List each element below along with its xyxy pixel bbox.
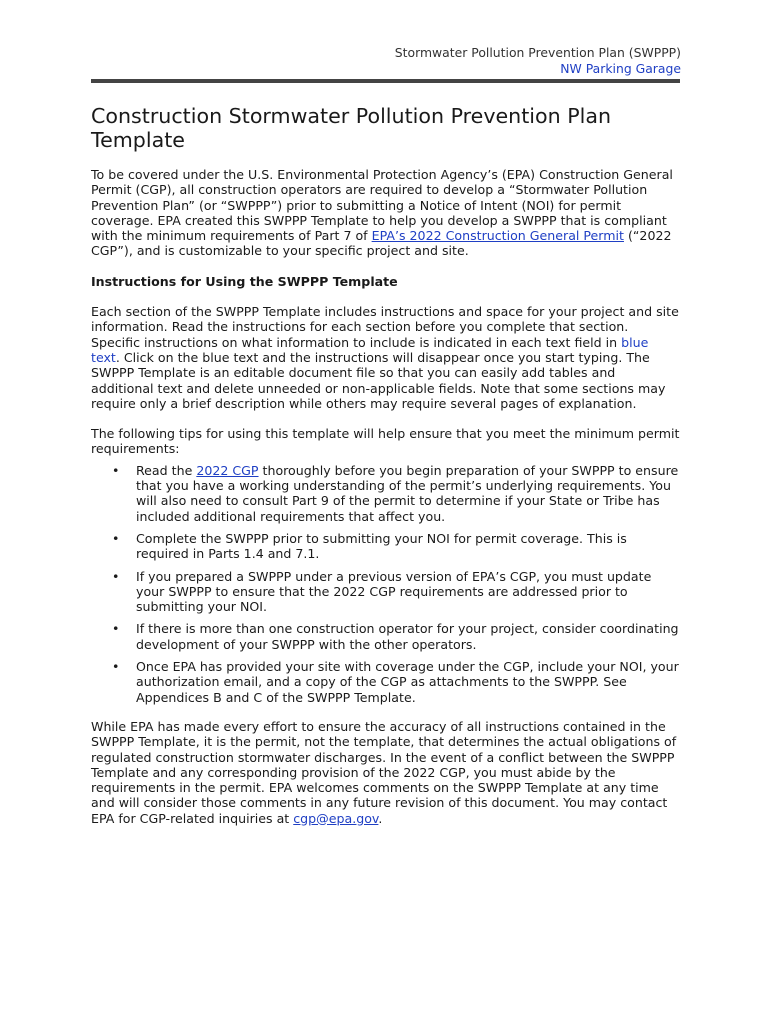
instructions-text-2: . Click on the blue text and the instructions will disappear once you start typing. The SWPPP Template is an editable document file so that you can easily add tables and additional text and delete unneeded or non-applicable fields. Note that some sections may require only a brief description while others may require several pages of explanation. [91, 349, 666, 411]
tips-intro-paragraph: The following tips for using this template will help ensure that you meet the minimum permit requirements: [91, 426, 680, 457]
tip-4-text: If there is more than one construction operator for your project, consider coordinating development of your SWPPP with the other operators. [136, 621, 679, 652]
bullet-icon: • [112, 530, 120, 546]
tip-1-text-1: Read the [136, 462, 197, 478]
intro-paragraph [91, 167, 681, 259]
instructions-text-1: Each section of the SWPPP Template includes instructions and space for your project and site information. Read the instructions for each section before you complete that section. Specific instructions on what information to include is indicated in each text field in [91, 304, 679, 350]
closing-paragraph [91, 719, 681, 826]
closing-text-2: . [378, 810, 383, 826]
contact-email-link[interactable]: cgp@epa.gov [293, 810, 379, 826]
list-item [91, 569, 681, 615]
tips-list [91, 463, 681, 705]
document-body [91, 167, 681, 826]
tip-1-text-2: thoroughly before you begin preparation of your SWPPP to ensure that you have a working understanding of the permit’s underlying requirements. You will also need to consult Part 9 of the permit to determine if your State or Tribe has included additional requirements that affect you. [136, 462, 679, 524]
cgp-link[interactable]: 2022 CGP [196, 462, 259, 478]
bullet-icon: • [112, 462, 120, 478]
running-header [395, 45, 681, 77]
list-item [91, 531, 681, 562]
header-project-name[interactable]: NW Parking Garage [560, 61, 681, 76]
bullet-icon: • [112, 568, 120, 584]
blue-text-example: blue text [91, 334, 649, 365]
instructions-paragraph [91, 304, 681, 411]
instructions-heading: Instructions for Using the SWPPP Template [91, 273, 398, 289]
tip-5-text: Once EPA has provided your site with coverage under the CGP, include your NOI, your authorization email, and a copy of the CGP as attachments to the SWPPP. See Appendices B and C of the SWPPP Template. [136, 659, 679, 705]
bullet-icon: • [112, 659, 120, 675]
tip-3-text: If you prepared a SWPPP under a previous version of EPA’s CGP, you must update your SWPPP to ensure that the 2022 CGP requirements are addressed prior to submitting your NOI. [136, 568, 652, 615]
list-item [91, 659, 681, 705]
list-item [91, 463, 681, 524]
header-rule [91, 79, 680, 83]
intro-text-1: To be covered under the U.S. Environmental Protection Agency’s (EPA) Construction General Permit (CGP), all construction operators are required to develop a “Stormwater Pollution Prevention Plan” (or “SWPPP”) prior to submitting a Notice of Intent (NOI) for permit coverage. EPA created this SWPPP Template to help you develop a SWPPP that is compliant with the minimum requirements of Part 7 of [91, 167, 673, 244]
list-item [91, 621, 681, 652]
cgp-permit-link[interactable]: EPA’s 2022 Construction General Permit [371, 228, 624, 244]
intro-text-2: (“2022 CGP”), and is customizable to your specific project and site. [91, 228, 672, 259]
bullet-icon: • [112, 621, 120, 637]
page-title: Construction Stormwater Pollution Prevention Plan Template [91, 104, 612, 152]
closing-text-1: While EPA has made every effort to ensure the accuracy of all instructions contained in the SWPPP Template, it is the permit, not the template, that determines the actual obligations of regulated construction stormwater discharges. In the event of a conflict between the SWPPP Template and any corresponding provision of the 2022 CGP, you must abide by the requirements in the permit. EPA welcomes comments on the SWPPP Template at any time and will consider those comments in any future revision of this document. You may contact EPA for CGP-related inquiries at [91, 718, 677, 826]
header-title: Stormwater Pollution Prevention Plan (SWPPP) [394, 45, 681, 60]
tip-2-text: Complete the SWPPP prior to submitting your NOI for permit coverage. This is required in Parts 1.4 and 7.1. [136, 530, 627, 562]
